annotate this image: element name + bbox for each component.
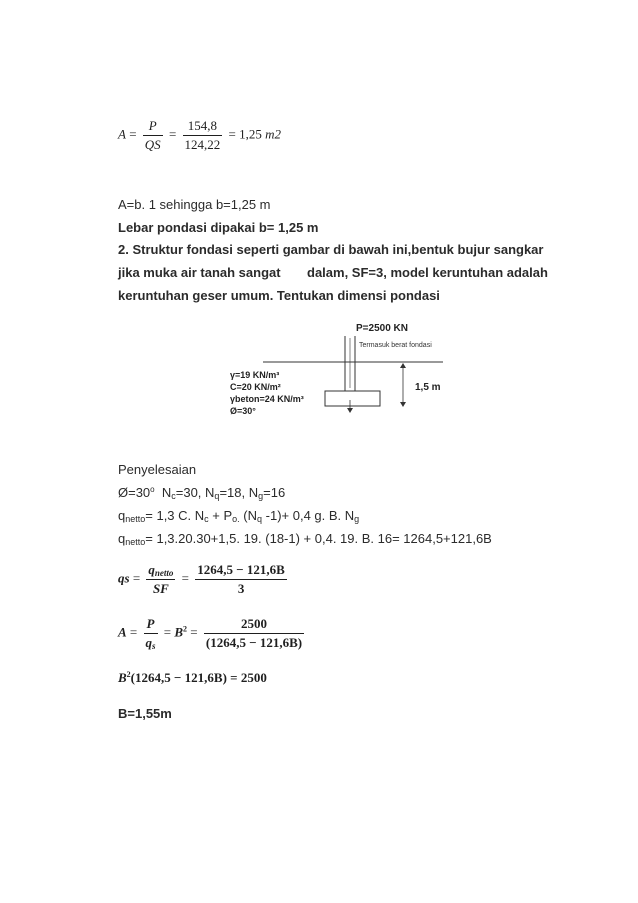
line-area-b: A=b. 1 sehingga b=1,25 m bbox=[118, 197, 271, 212]
fraction-2500 bbox=[204, 616, 304, 651]
netto-sub: netto bbox=[125, 514, 146, 524]
qnetto-numerator bbox=[146, 562, 175, 580]
qnetto-sub: netto bbox=[154, 568, 174, 578]
answer-b: B=1,55m bbox=[118, 706, 172, 721]
equation-a: A = $\frac{P}{q_s}$ = $B^2$ = $\frac{2500}{(1264,5 - 121,6B)}$ bbox=[118, 616, 303, 651]
eq-unit: m2 bbox=[265, 126, 282, 142]
denominator-value: 124,22 bbox=[184, 137, 221, 152]
load-label: P=2500 KN bbox=[356, 323, 408, 334]
square-sup: 2 bbox=[183, 624, 188, 634]
q-sub: q bbox=[257, 514, 263, 524]
qnetto-values-text: = 1,3.20.30+1,5. 19. (18-1) + 0,4. 19. B. 16= 1264,5+121,6B bbox=[145, 531, 492, 546]
foundation-diagram bbox=[225, 318, 465, 433]
line-lebar-pondasi: Lebar pondasi dipakai b= 1,25 m bbox=[118, 220, 319, 235]
eq-sign-2: = bbox=[168, 126, 177, 142]
s-sub: s bbox=[152, 641, 156, 651]
qs-denominator bbox=[144, 634, 158, 651]
netto-sub-2: netto bbox=[125, 537, 146, 547]
eq-sign: = bbox=[129, 126, 137, 142]
b-symbol-2: B bbox=[118, 670, 127, 685]
fraction-values-qs bbox=[195, 562, 287, 597]
q-symbol-2: q bbox=[118, 531, 126, 546]
qs-lhs: qs bbox=[118, 570, 130, 586]
qs-value-denominator: 3 bbox=[237, 581, 245, 596]
nq-sub: q bbox=[214, 491, 220, 501]
qnetto-q: q bbox=[148, 562, 155, 577]
problem-line-1: 2. Struktur fondasi seperti gambar di bawah ini,bentuk bujur sangkar bbox=[118, 242, 544, 257]
gamma-label: γ=19 KN/m³ bbox=[230, 370, 280, 380]
o-sub: o. bbox=[232, 514, 240, 524]
sf-denominator: SF bbox=[152, 581, 169, 596]
problem-line-2a: jika muka air tanah sangat bbox=[118, 265, 281, 280]
b-symbol: B bbox=[174, 624, 184, 640]
numerator-value: 154,8 bbox=[183, 118, 223, 136]
q-letter: q bbox=[145, 635, 153, 650]
problem-line-3: keruntuhan geser umum. Tentukan dimensi pondasi bbox=[118, 288, 440, 303]
numerator-p: P bbox=[143, 118, 163, 136]
note-label: Termasuk berat fondasi bbox=[359, 342, 432, 349]
value-2500: 2500 bbox=[204, 616, 304, 634]
nc-value: =30, N bbox=[175, 485, 215, 500]
nq-value: =18, N bbox=[219, 485, 259, 500]
qnetto-values bbox=[118, 531, 492, 547]
equation-area bbox=[118, 118, 281, 153]
nc-symbol: N bbox=[161, 485, 172, 500]
ng-sub: g bbox=[258, 491, 264, 501]
ng-value: =16 bbox=[263, 485, 286, 500]
c-sub: c bbox=[204, 514, 209, 524]
p-numerator: P bbox=[144, 616, 158, 634]
value-denominator: (1264,5 − 121,6B) bbox=[205, 635, 303, 650]
factors-line bbox=[118, 485, 285, 501]
problem-line-2b: dalam, SF=3, model keruntuhan adalah bbox=[307, 265, 548, 280]
gamma-beton-label: γbeton=24 KN/m³ bbox=[230, 394, 304, 404]
equation-qs: qs = $\frac{q_{netto}}{SF}$ = $\frac{1264,5 - 121,6B}{3}$ bbox=[118, 562, 285, 596]
qnetto-part-a: = 1,3 C. N bbox=[145, 508, 205, 523]
qnetto-part-d: -1)+ 0,4 g. B. N bbox=[262, 508, 355, 523]
q-symbol: q bbox=[118, 508, 126, 523]
fraction-p-over-qs bbox=[143, 118, 163, 153]
g-sub: g bbox=[354, 514, 360, 524]
phi-value: Ø=30 bbox=[118, 485, 151, 500]
square-sup-2: 2 bbox=[126, 670, 131, 679]
qnetto-part-b: + P bbox=[208, 508, 233, 523]
degree-sup: o bbox=[150, 485, 155, 494]
fraction-values bbox=[183, 118, 223, 153]
fraction-p-qs bbox=[144, 616, 158, 651]
qnetto-part-c: (N bbox=[239, 508, 258, 523]
qs-value-numerator: 1264,5 − 121,6B bbox=[195, 562, 287, 580]
b-equation-rest: (1264,5 − 121,6B) = 2500 bbox=[130, 670, 267, 685]
equation-b bbox=[118, 670, 267, 686]
nc-sub: c bbox=[171, 491, 176, 501]
eq-result: = 1,25 bbox=[228, 126, 262, 142]
solution-heading: Penyelesaian bbox=[118, 462, 197, 477]
eq-lhs: A bbox=[118, 126, 126, 142]
denominator-qs: QS bbox=[144, 137, 161, 152]
fraction-qnetto-sf bbox=[146, 562, 175, 597]
depth-label: 1,5 m bbox=[415, 382, 441, 393]
phi-label: Ø=30° bbox=[230, 406, 256, 416]
qnetto-formula bbox=[118, 508, 359, 524]
cohesion-label: C=20 KN/m² bbox=[230, 382, 281, 392]
a-lhs: A bbox=[118, 624, 127, 640]
